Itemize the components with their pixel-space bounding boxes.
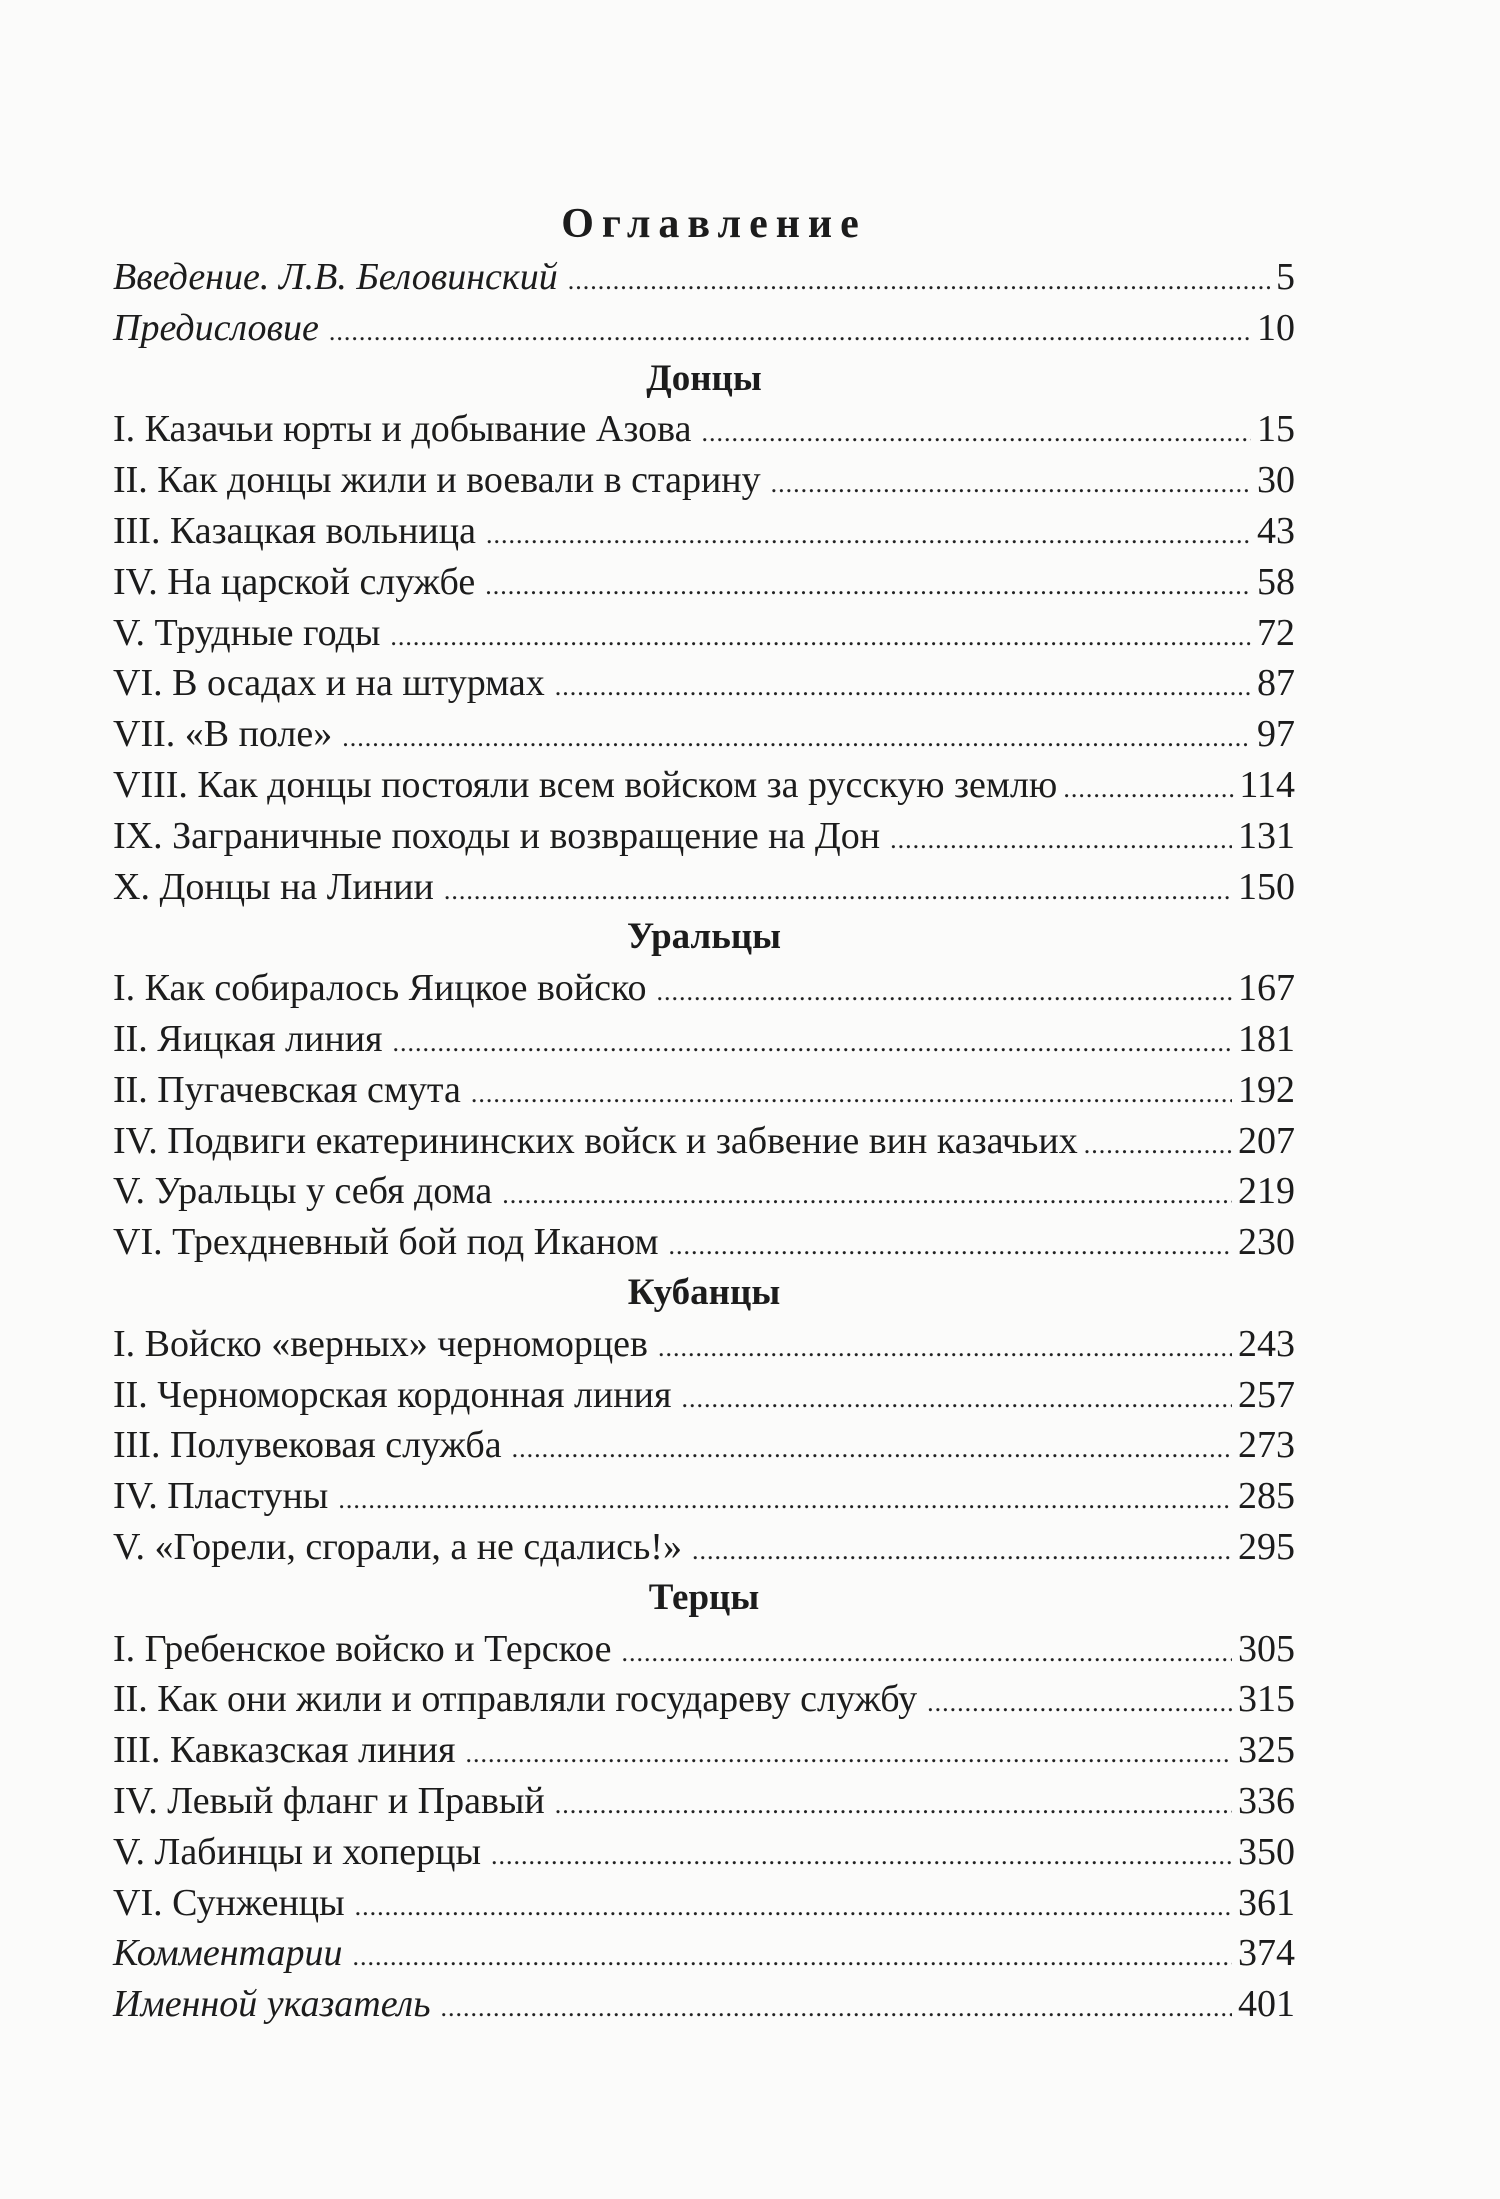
toc-entry	[113, 1370, 1295, 1421]
toc-entry-page: 10	[1257, 306, 1295, 349]
toc-entry	[113, 1420, 1295, 1471]
toc-entry-page: 5	[1276, 256, 1295, 298]
dot-leader	[390, 612, 1251, 663]
toc-entry	[113, 1522, 1295, 1573]
dot-leader	[486, 510, 1251, 561]
dot-leader	[355, 1882, 1232, 1933]
toc-entry	[113, 1116, 1295, 1167]
toc-entry	[113, 1776, 1295, 1827]
dot-leader	[441, 1983, 1232, 2034]
toc-entry-page: 72	[1257, 611, 1295, 654]
toc-entry-label: VII. «В поле»	[113, 713, 333, 756]
dot-leader	[658, 1323, 1232, 1374]
toc-entry-label: I. Гребенское войско и Терское	[113, 1627, 612, 1670]
toc-entry	[113, 1471, 1295, 1522]
toc-entry-page: 336	[1238, 1779, 1295, 1822]
toc-entry	[113, 252, 1295, 303]
dot-leader	[342, 713, 1251, 764]
toc-entry-page: 305	[1238, 1627, 1295, 1670]
toc-entry-label: IV. На царской службе	[113, 560, 476, 603]
toc-entry-page: 97	[1257, 713, 1295, 756]
toc-entry-page: 401	[1238, 1983, 1295, 2026]
toc-entry-label: I. Войско «верных» черноморцев	[113, 1322, 648, 1365]
toc-entry	[113, 1217, 1295, 1268]
dot-leader	[555, 1780, 1232, 1831]
section-tertsy	[113, 1573, 1295, 1929]
toc-entry	[113, 1674, 1295, 1725]
dot-leader	[771, 459, 1251, 510]
back-matter	[113, 1928, 1295, 2030]
toc-entry-label: X. Донцы на Линии	[113, 865, 434, 908]
toc-entry	[113, 1065, 1295, 1116]
dot-leader	[471, 1069, 1232, 1120]
dot-leader	[621, 1628, 1232, 1679]
dot-leader	[1063, 764, 1235, 815]
section-heading: Терцы	[648, 1576, 760, 1618]
toc-entry	[113, 1166, 1295, 1217]
dot-leader	[669, 1221, 1232, 1272]
toc-entry-label: VI. В осадах и на штурмах	[113, 662, 545, 705]
toc-entry-page: 285	[1238, 1475, 1295, 1518]
toc-entry-page: 257	[1238, 1373, 1295, 1416]
toc-entry-label: I. Казачьи юрты и добывание Азова	[113, 408, 692, 451]
toc-entry-label: II. Яицкая линия	[113, 1017, 383, 1060]
toc-entry	[113, 1725, 1295, 1776]
toc-entry-label: II. Как донцы жили и воевали в старину	[113, 459, 761, 502]
toc-entry	[113, 862, 1295, 913]
dot-leader	[692, 1526, 1232, 1577]
toc-entry-page: 30	[1257, 459, 1295, 502]
toc-entry-page: 181	[1238, 1017, 1295, 1060]
dot-leader	[656, 967, 1232, 1018]
toc-entry-page: 43	[1257, 509, 1295, 552]
toc-entry	[113, 760, 1295, 811]
toc-entry-page: 350	[1238, 1830, 1295, 1873]
dot-leader	[338, 1475, 1232, 1526]
toc-entry-page: 230	[1238, 1221, 1295, 1264]
toc-entry	[113, 1624, 1295, 1675]
toc-entry-label: II. Черноморская кордонная линия	[113, 1373, 672, 1416]
section-heading: Кубанцы	[627, 1271, 781, 1313]
toc-entry-page: 87	[1257, 662, 1295, 705]
toc-entry-page: 243	[1238, 1322, 1295, 1365]
toc-entry	[113, 303, 1295, 354]
toc-entry-page: 15	[1257, 408, 1295, 451]
toc-entry-label: I. Как собиралось Яицкое войско	[113, 967, 647, 1010]
dot-leader	[329, 307, 1251, 358]
toc-entry-label: II. Пугачевская смута	[113, 1068, 461, 1111]
toc-entry-label: III. Кавказская линия	[113, 1729, 456, 1772]
toc-entry	[113, 404, 1295, 455]
toc-entry-page: 167	[1238, 967, 1295, 1010]
dot-leader	[393, 1018, 1232, 1069]
toc-entry-label: II. Как они жили и отправляли государеву службу	[113, 1678, 918, 1721]
toc-entry	[113, 963, 1295, 1014]
dot-leader	[701, 408, 1251, 459]
toc-entry-label: V. Лабинцы и хоперцы	[113, 1830, 482, 1873]
toc-entry-label: VIII. Как донцы постояли всем войском за русскую землю	[113, 763, 1058, 806]
dot-leader	[555, 662, 1251, 713]
dot-leader	[681, 1374, 1232, 1425]
toc-entry-page: 295	[1238, 1525, 1295, 1568]
dot-leader	[502, 1170, 1232, 1221]
dot-leader	[927, 1678, 1232, 1729]
toc-entry-page: 58	[1257, 560, 1295, 603]
toc-entry-label: III. Казацкая вольница	[113, 509, 476, 552]
toc-entry	[113, 455, 1295, 506]
section-kubantsy	[113, 1268, 1295, 1573]
toc-entry-page: 315	[1238, 1678, 1295, 1721]
toc-entry	[113, 506, 1295, 557]
section-heading: Уральцы	[626, 916, 782, 958]
dot-leader	[485, 561, 1251, 612]
toc-entry-label: IX. Заграничные походы и возвращение на Дон	[113, 814, 881, 857]
toc-entry-page: 207	[1238, 1119, 1295, 1162]
toc-entry	[113, 1979, 1295, 2030]
toc-entry-label: IV. Пластуны	[113, 1475, 329, 1518]
dot-leader	[465, 1729, 1232, 1780]
toc-entry-label: IV. Подвиги екатерининских войск и забвение вин казачьих	[113, 1119, 1078, 1162]
dot-leader	[352, 1932, 1232, 1983]
toc-entry	[113, 709, 1295, 760]
toc-entry-page: 150	[1238, 865, 1295, 908]
toc-entry-label: V. «Горели, сгорали, а не сдались!»	[113, 1525, 682, 1568]
toc-entry	[113, 811, 1295, 862]
toc-entry-label: IV. Левый фланг и Правый	[113, 1779, 545, 1822]
toc-entry-page: 361	[1238, 1881, 1295, 1924]
page-title: Оглавление	[561, 201, 867, 247]
toc-entry	[113, 557, 1295, 608]
toc-entry-label: VI. Трехдневный бой под Иканом	[113, 1221, 659, 1264]
dot-leader	[568, 256, 1270, 307]
toc-entry-label: Введение. Л.В. Беловинский	[113, 256, 558, 298]
toc-entry-label: Именной указатель	[113, 1983, 431, 2026]
toc-entry-page: 374	[1238, 1932, 1295, 1975]
toc-entry-page: 131	[1238, 814, 1295, 857]
toc-entry-page: 192	[1238, 1068, 1295, 1111]
toc-entry-label: III. Полувековая служба	[113, 1424, 502, 1467]
dot-leader	[1084, 1120, 1234, 1171]
section-uraltsy	[113, 912, 1295, 1268]
dot-leader	[444, 866, 1232, 917]
dot-leader	[491, 1831, 1232, 1882]
front-matter	[113, 252, 1295, 354]
dot-leader	[890, 815, 1232, 866]
dot-leader	[512, 1424, 1232, 1475]
toc-entry-label: VI. Сунженцы	[113, 1881, 345, 1924]
toc-entry	[113, 1014, 1295, 1065]
toc-entry-label: Предисловие	[113, 306, 319, 349]
toc-entry	[113, 658, 1295, 709]
table-of-contents	[113, 196, 1295, 2030]
toc-entry	[113, 1878, 1295, 1929]
toc-entry	[113, 1319, 1295, 1370]
section-dontsy	[113, 354, 1295, 913]
toc-entry-page: 114	[1239, 763, 1295, 806]
toc-entry	[113, 608, 1295, 659]
toc-entry-label: V. Уральцы у себя дома	[113, 1170, 493, 1213]
toc-entry-label: Комментарии	[113, 1932, 343, 1975]
toc-entry-page: 273	[1238, 1424, 1295, 1467]
section-heading: Донцы	[646, 357, 762, 399]
toc-entry	[113, 1928, 1295, 1979]
toc-entry-page: 219	[1238, 1170, 1295, 1213]
toc-entry-page: 325	[1238, 1729, 1295, 1772]
toc-entry	[113, 1827, 1295, 1878]
toc-entry-label: V. Трудные годы	[113, 611, 381, 654]
